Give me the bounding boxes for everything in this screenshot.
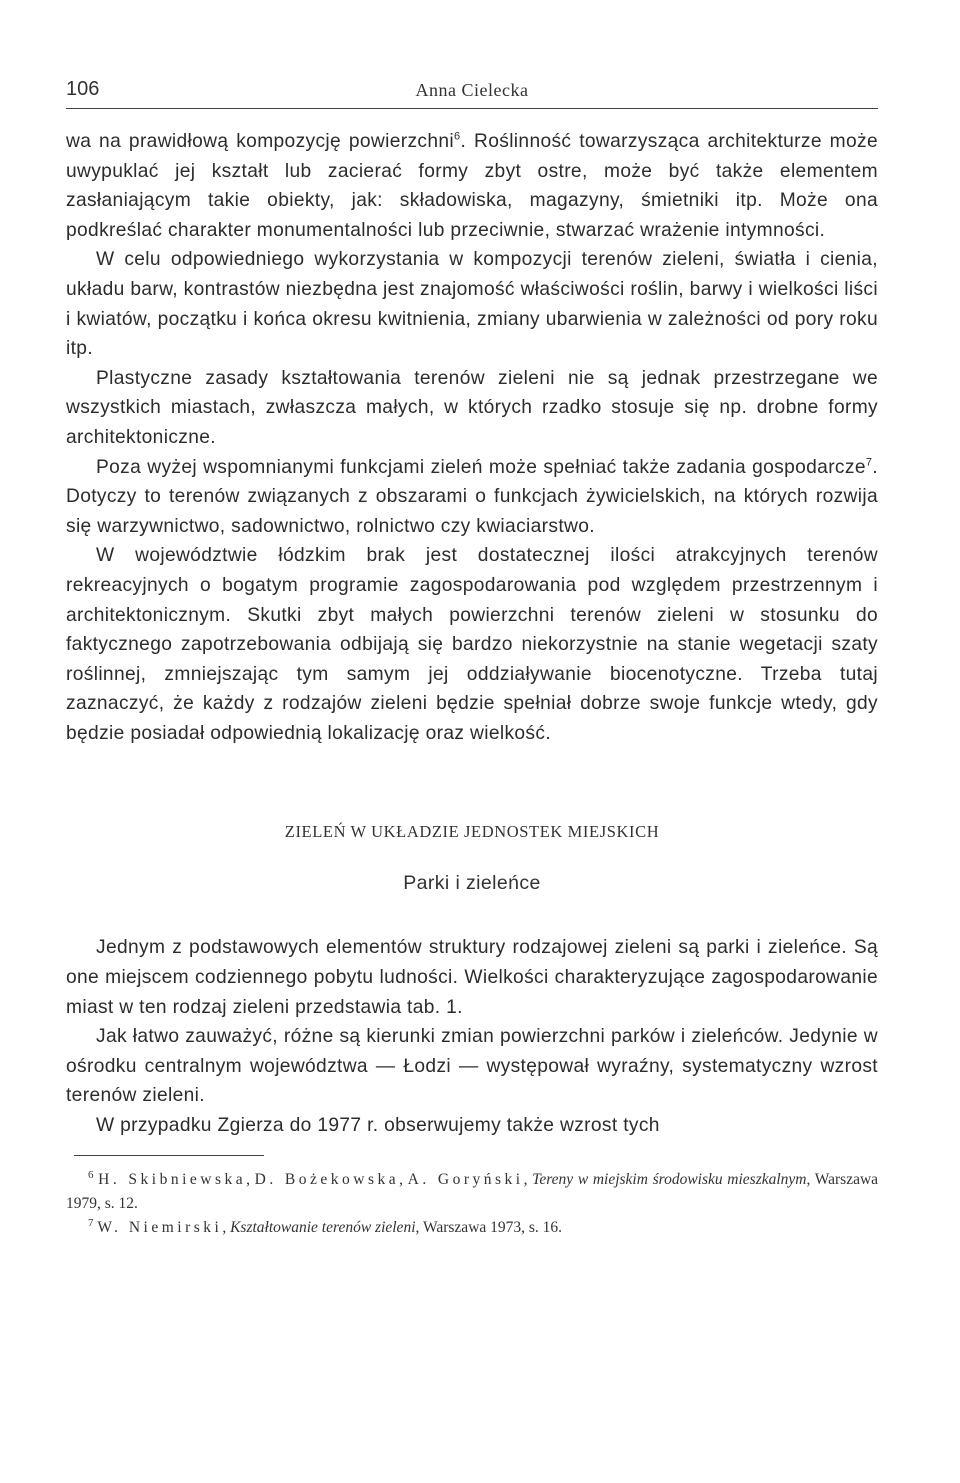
footnotes <box>66 1168 878 1240</box>
page-number: 106 <box>66 78 100 100</box>
footnote-ref-7: 7 <box>865 456 873 469</box>
paragraph: Jednym z podstawowych elementów struktury rodzajowej zieleni są parki i zieleńce. Są one miejscem codziennego pobytu ludności. Wielkości charakteryzujące zagospodarowanie miast w ten rodzaj zieleni przedstawia tab. 1. <box>66 937 878 1018</box>
body-text-section <box>66 933 878 1140</box>
footnote-7: $^7$ W. Niemirski, Kształtowanie terenów zieleni, Warszawa 1973, s. 16. <box>88 1216 563 1236</box>
subsection-heading: Parki i zieleńce <box>403 872 541 895</box>
paragraph: W województwie łódzkim brak jest dostatecznej ilości atrakcyjnych terenów rekreacyjnych o bogatym programie zagospodarowania pod względem przestrzennym i architektonicznym. Skutki zbyt małych powierzchni terenów zieleni w stosunku do faktycznego zapotrzebowania odbijają się bardzo niekorzystnie na stanie wegetacji szaty roślinnej, zmniejszając tym samym jej oddziaływanie biocenotyczne. Trzeba tutaj zaznaczyć, że każdy z rodzajów zieleni będzie spełniał dobrze swoje funkcje wtedy, gdy będzie posiadał odpowiednią lokalizację oraz wielkość. <box>66 545 878 744</box>
footnote-rule <box>74 1155 264 1156</box>
paragraph: W przypadku Zgierza do 1977 r. obserwujemy także wzrost tych <box>96 1115 660 1137</box>
footnote-6: $^6$ H. Skibniewska, D. Bożekowska, A. Goryński, Tereny w miejskim środowisku mieszkalnym, Warszawa 1979, s. 12. <box>66 1168 879 1212</box>
paragraph: W celu odpowiedniego wykorzystania w kompozycji terenów zieleni, światła i cienia, układu barw, kontrastów niezbędna jest znajomość właściwości roślin, barwy i wielkości liści i kwiatów, początku i końca okresu kwitnienia, zmiany ubarwienia w zależności od pory roku itp. <box>66 249 878 360</box>
body-text-top <box>66 127 878 748</box>
header-rule <box>66 108 878 109</box>
paragraph: Plastyczne zasady kształtowania terenów zieleni nie są jednak przestrzegane we wszystkich miastach, zwłaszcza małych, w których rzadko stosuje się np. drobne formy architektoniczne. <box>66 367 878 448</box>
running-head <box>66 78 878 104</box>
running-head-author: Anna Cielecka <box>415 80 529 100</box>
section-heading: ZIELEŃ W UKŁADZIE JEDNOSTEK MIEJSKICH <box>284 822 660 842</box>
paragraph: Poza wyżej wspomnianymi funkcjami zieleń może spełniać także zadania gospodarcze$^7$. Dotyczy to terenów związanych z obszarami o funkcjach żywicielskich, na których rozwija się warzywnictwo, sadownictwo, rolnictwo czy kwiaciarstwo. <box>66 456 878 537</box>
footnote-ref-6: 6 <box>454 130 461 143</box>
paragraph: Jak łatwo zauważyć, różne są kierunki zmian powierzchni parków i zieleńców. Jedynie w ośrodku centralnym województwa — Łodzi — występował wyraźny, systematyczny wzrost terenów zieleni. <box>66 1026 878 1107</box>
document-page <box>66 78 878 1240</box>
paragraph-continuation: wa na prawidłową kompozycję powierzchni$^6$. Roślinność towarzysząca architekturze może uwypuklać jej kształt lub zacierać formy zbyt ostre, może być także elementem zasłaniającym takie obiekty, jak: składowiska, magazyny, śmietniki itp. Może ona podkreślać charakter monumentalności lub przeciwnie, stwarzać wrażenie intymności. <box>66 130 878 241</box>
